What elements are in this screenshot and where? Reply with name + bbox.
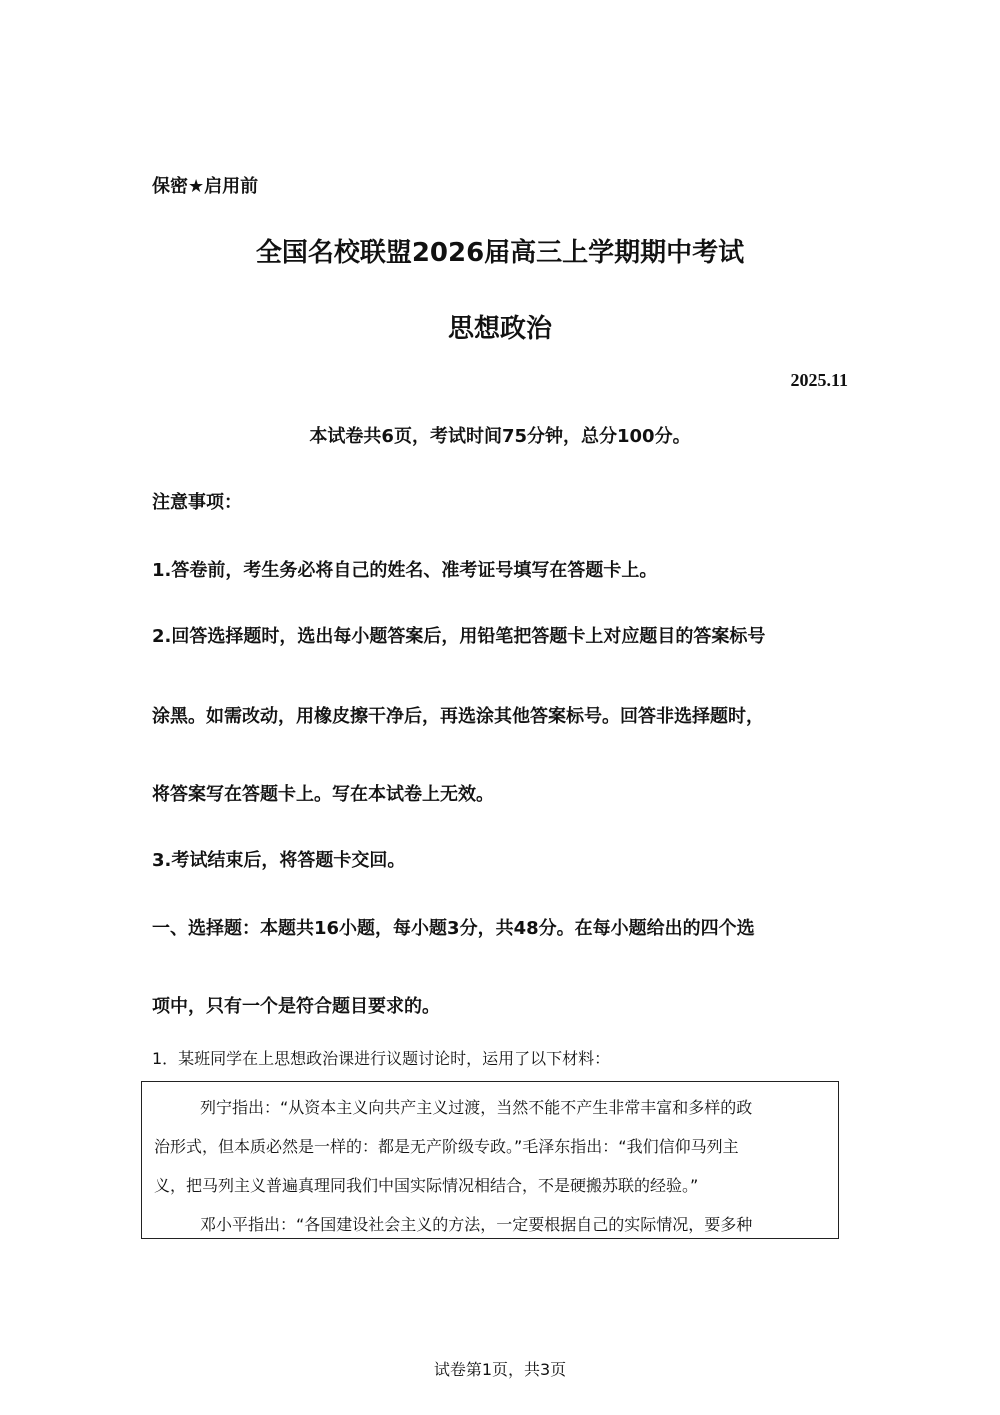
exam-title: 全国名校联盟2026届高三上学期期中考试 — [255, 238, 745, 268]
notice-item-1: 1.答卷前，考生务必将自己的姓名、准考证号填写在答题卡上。 — [152, 560, 658, 581]
material-line-4: 邓小平指出：“各国建设社会主义的方法，一定要根据自己的实际情况，要多种 — [200, 1215, 753, 1234]
exam-date: 2025.11 — [790, 370, 848, 390]
exam-info: 本试卷共6页，考试时间75分钟，总分100分。 — [309, 426, 691, 447]
page-footer: 试卷第1页，共3页 — [433, 1360, 567, 1379]
section-1-line-2: 项中，只有一个是符合题目要求的。 — [152, 996, 440, 1017]
notice-heading: 注意事项： — [152, 492, 242, 513]
notice-item-3: 3.考试结束后，将答题卡交回。 — [152, 850, 406, 871]
material-line-2: 治形式，但本质必然是一样的：都是无产阶级专政。”毛泽东指出：“我们信仰马列主 — [154, 1137, 739, 1156]
material-line-3: 义，把马列主义普遍真理同我们中国实际情况相结合，不是硬搬苏联的经验。” — [154, 1176, 699, 1195]
confidential-label: 保密★启用前 — [152, 176, 259, 197]
section-1-line-1: 一、选择题：本题共16小题，每小题3分，共48分。在每小题给出的四个选 — [152, 918, 755, 939]
notice-item-2-line-1: 2.回答选择题时，选出每小题答案后，用铅笔把答题卡上对应题目的答案标号 — [152, 626, 766, 647]
subject-title: 思想政治 — [447, 314, 552, 344]
notice-item-2-line-2: 涂黑。如需改动，用橡皮擦干净后，再选涂其他答案标号。回答非选择题时， — [152, 706, 764, 727]
notice-item-2-line-3: 将答案写在答题卡上。写在本试卷上无效。 — [152, 784, 494, 805]
question-1-stem: 1．某班同学在上思想政治课进行议题讨论时，运用了以下材料： — [152, 1049, 611, 1068]
material-box — [141, 1081, 839, 1239]
material-line-1: 列宁指出：“从资本主义向共产主义过渡，当然不能不产生非常丰富和多样的政 — [200, 1098, 753, 1117]
